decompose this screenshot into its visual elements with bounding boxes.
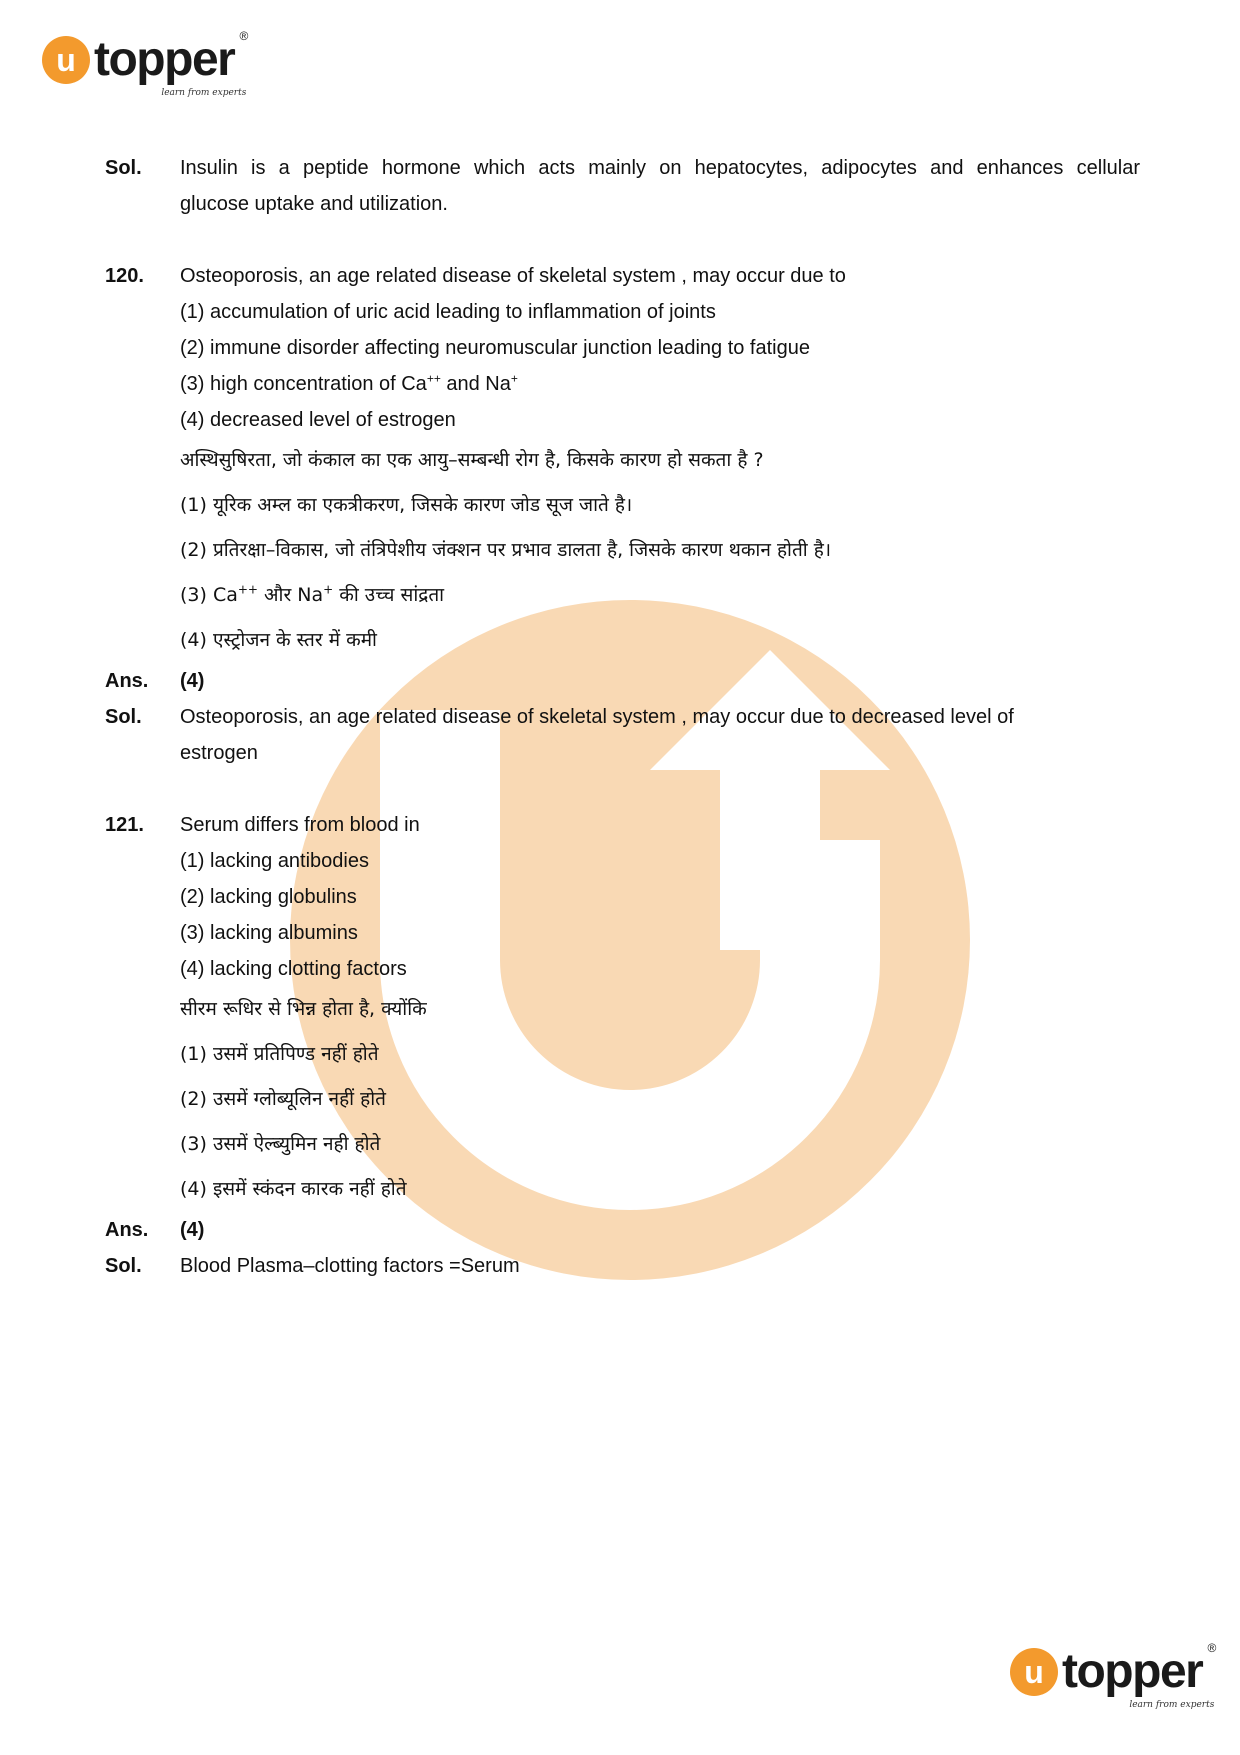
hindi-option-2: (2) प्रतिरक्षा–विकास, जो तंत्रिपेशीय जंक्शन पर प्रभाव डालता है, जिसके कारण थकान होती है। — [180, 539, 832, 561]
option-1: (1) lacking antibodies — [180, 850, 369, 872]
option-4: (4) lacking clotting factors — [180, 958, 407, 980]
question-121 — [105, 807, 1140, 1212]
hindi-option-4: (4) इसमें स्कंदन कारक नहीं होते — [180, 1178, 407, 1200]
sol-label: Sol. — [105, 706, 142, 728]
hindi-option-1: (1) यूरिक अम्ल का एकत्रीकरण, जिसके कारण जोड सूज जाते है। — [180, 494, 633, 516]
sol-text-line1: Insulin is a peptide hormone which acts mainly on hepatocytes, adipocytes and enhances cellular — [180, 157, 1140, 179]
solution-row — [105, 1248, 1140, 1284]
hindi-option-4: (4) एस्ट्रोजन के स्तर में कमी — [180, 629, 377, 651]
u-badge-icon: u — [1010, 1648, 1058, 1696]
brand-tagline: learn from experts — [1129, 1700, 1215, 1710]
u-badge-icon: u — [42, 36, 90, 84]
sol-text-line1: Osteoporosis, an age related disease of skeletal system , may occur due to decreased level of — [180, 706, 1014, 728]
option-4: (4) decreased level of estrogen — [180, 409, 456, 431]
sol-text: Blood Plasma–clotting factors =Serum — [180, 1255, 520, 1277]
hindi-question-text: सीरम रूधिर से भिन्न होता है, क्योंकि — [180, 998, 427, 1020]
solution-row — [105, 150, 1140, 222]
option-1: (1) accumulation of uric acid leading to inflammation of joints — [180, 301, 716, 323]
registered-mark: ® — [1207, 1641, 1217, 1655]
sol-text-line2: glucose uptake and utilization. — [180, 193, 448, 215]
sol-label: Sol. — [105, 157, 142, 179]
brand-tagline: learn from experts — [161, 88, 247, 98]
answer-row — [105, 1212, 1140, 1248]
option-2: (2) immune disorder affecting neuromuscular junction leading to fatigue — [180, 337, 810, 359]
question-number: 120. — [105, 265, 144, 287]
solution-row — [105, 699, 1140, 771]
hindi-option-3: (3) उसमें ऐल्ब्युमिन नही होते — [180, 1133, 381, 1155]
registered-mark: ® — [239, 29, 249, 43]
hindi-option-2: (2) उसमें ग्लोब्यूलिन नहीं होते — [180, 1088, 386, 1110]
ans-label: Ans. — [105, 670, 149, 692]
brand-name: topper ® learn from experts — [1062, 1641, 1217, 1710]
option-3: (3) high concentration of Ca++ and Na+ — [180, 371, 518, 395]
question-text: Serum differs from blood in — [180, 814, 420, 836]
brand-name: topper ® learn from experts — [94, 29, 249, 98]
page-content — [105, 150, 1140, 1284]
hindi-question-text: अस्थिसुषिरता, जो कंकाल का एक आयु–सम्बन्धी रोग है, किसके कारण हो सकता है ? — [180, 449, 764, 471]
hindi-option-1: (1) उसमें प्रतिपिण्ड नहीं होते — [180, 1043, 379, 1065]
option-2: (2) lacking globulins — [180, 886, 357, 908]
sol-label: Sol. — [105, 1255, 142, 1277]
ans-label: Ans. — [105, 1219, 149, 1241]
hindi-option-3: (3) Ca++ और Na+ की उच्च सांद्रता — [180, 582, 445, 606]
topper-logo-footer — [1010, 1641, 1217, 1710]
question-number: 121. — [105, 814, 144, 836]
sol-text-line2: estrogen — [180, 742, 258, 764]
answer-value: (4) — [180, 1219, 205, 1241]
answer-value: (4) — [180, 670, 205, 692]
question-120 — [105, 258, 1140, 663]
option-3: (3) lacking albumins — [180, 922, 358, 944]
question-text: Osteoporosis, an age related disease of skeletal system , may occur due to — [180, 265, 846, 287]
topper-logo — [42, 29, 249, 98]
answer-row — [105, 663, 1140, 699]
